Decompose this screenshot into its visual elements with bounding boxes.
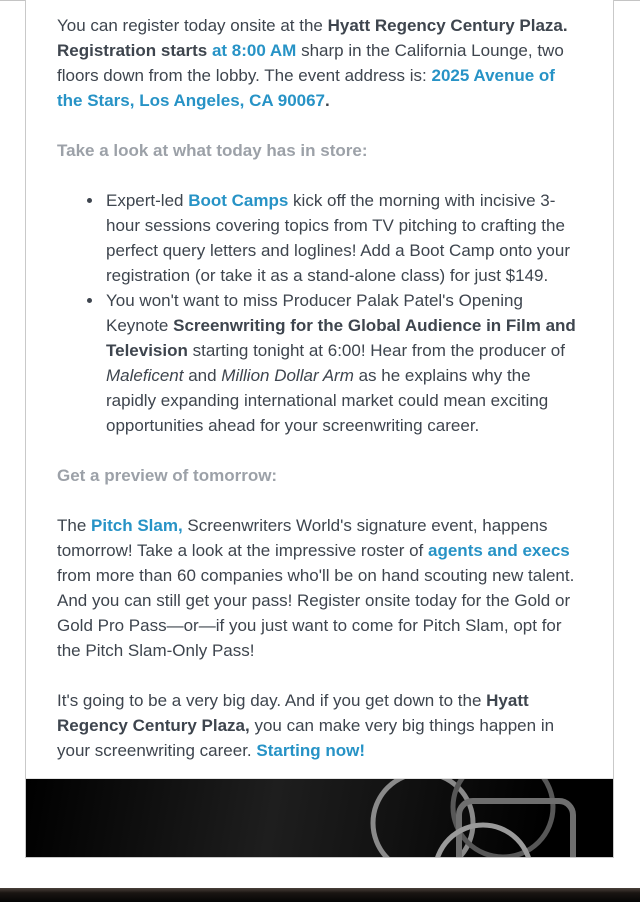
registration-paragraph <box>57 13 585 113</box>
text-run: and <box>183 366 222 385</box>
text-run: Screenwriters World's signature event, happens tomorrow! Take a look at the impressive roster of <box>57 516 548 560</box>
email-content <box>26 0 613 763</box>
tomorrow-heading: Get a preview of tomorrow: <box>57 466 278 485</box>
bottom-black-bar <box>0 888 640 902</box>
closing-paragraph <box>57 688 585 763</box>
email-body-container <box>25 0 614 858</box>
text-run: You can register today onsite at the <box>57 16 328 35</box>
text-run: you can make very big things happen in your screenwriting career. <box>57 716 555 760</box>
screenwriters-world-logo-icon <box>361 778 611 857</box>
pitch-slam-paragraph <box>57 513 585 663</box>
text-run: The <box>57 516 92 535</box>
text-run: sharp in the California Lounge, two floors down from the lobby. The event address is: <box>57 41 564 85</box>
link-starting-now[interactable]: Starting now! <box>256 741 365 760</box>
text-run: kick off the morning with incisive 3-hour sessions covering topics from TV pitching to crafting the perfect query letters and loglines! Add a Boot Camp onto your registration (or take it as a stand-alone class) for just $149. <box>106 191 570 285</box>
boot-camps-bullet <box>104 188 585 288</box>
text-run: Million Dollar Arm <box>221 366 354 385</box>
link-boot-camps[interactable]: Boot Camps <box>188 191 289 210</box>
today-bullet-list <box>57 188 585 438</box>
text-run: You won't want to miss Producer Palak Patel's Opening Keynote <box>106 291 523 335</box>
today-heading: Take a look at what today has in store: <box>57 141 368 160</box>
text-run: It's going to be a very big day. And if you get down to the <box>57 691 487 710</box>
link-event-address[interactable]: 2025 Avenue of the Stars, Los Angeles, CA 90067 <box>57 66 555 110</box>
text-run: as he explains why the rapidly expanding international market could mean exciting opportunities ahead for your screenwriting career. <box>106 366 549 435</box>
text-run: starting tonight at 6:00! Hear from the producer of <box>187 341 565 360</box>
text-run: Maleficent <box>106 366 184 385</box>
footer-banner <box>26 778 613 857</box>
text-run: Hyatt Regency Century Plaza. Registration starts <box>57 16 568 60</box>
keynote-bullet <box>104 288 585 438</box>
link-at-8am[interactable]: at 8:00 AM <box>211 41 297 60</box>
link-agents-and-execs[interactable]: agents and execs <box>428 541 570 560</box>
text-run: from more than 60 companies who'll be on hand scouting new talent. And you can still get your pass! Register onsite today for the Gold or Gold Pro Pass—or—if you just want to come for Pitch Slam, opt for the Pitch Slam-Only Pass! <box>57 566 575 660</box>
text-run: Hyatt Regency Century Plaza, <box>57 691 529 735</box>
text-run: Expert-led <box>106 191 189 210</box>
text-run: . <box>325 91 330 110</box>
link-pitch-slam[interactable]: Pitch Slam, <box>91 516 183 535</box>
text-run: Screenwriting for the Global Audience in Film and Television <box>106 316 576 360</box>
